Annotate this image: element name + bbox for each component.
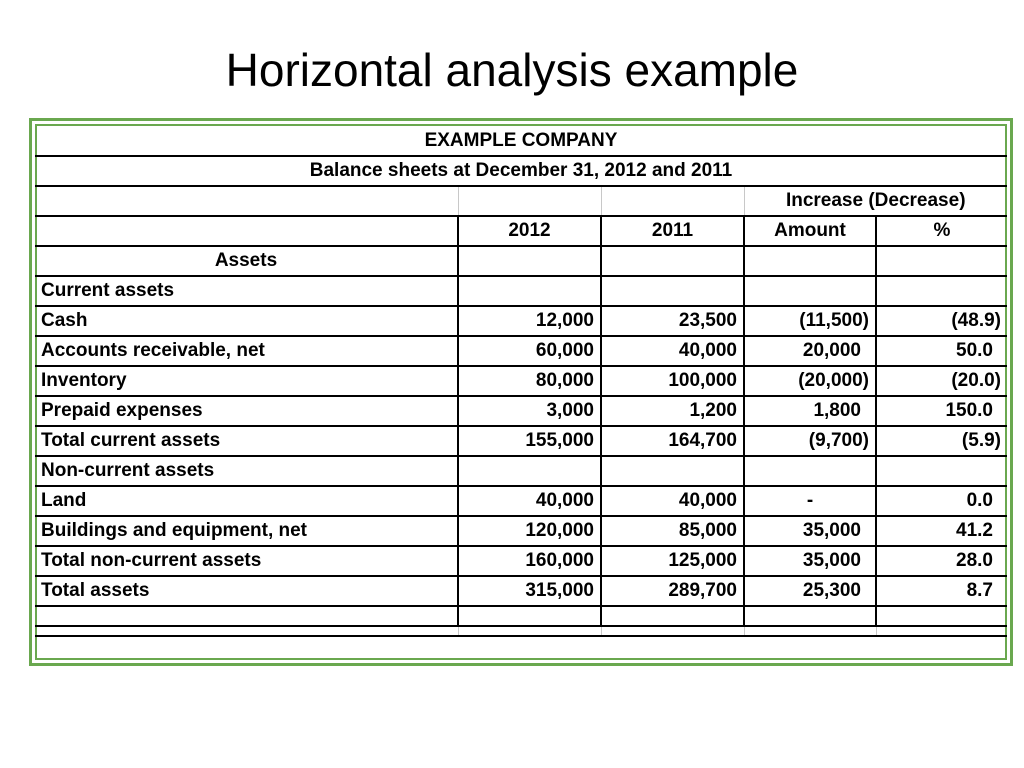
cell-2011: 125,000: [601, 546, 744, 576]
col-header-percent: %: [876, 216, 1007, 246]
empty-cell: [458, 276, 601, 306]
cell-amount: 1,800: [744, 396, 876, 426]
column-header-row: [35, 216, 1007, 246]
cell-2011: 1,200: [601, 396, 744, 426]
cell-2011: 40,000: [601, 336, 744, 366]
table-row-total: [35, 546, 1007, 576]
empty-cell: [744, 626, 876, 636]
cell-2011: 85,000: [601, 516, 744, 546]
cell-2012: 60,000: [458, 336, 601, 366]
cell-2012: 12,000: [458, 306, 601, 336]
cell-percent: (48.9): [876, 306, 1007, 336]
cell-amount: 25,300: [744, 576, 876, 606]
table-row: [35, 396, 1007, 426]
noncurrent-assets-heading: Non-current assets: [35, 456, 458, 486]
table-row: [35, 336, 1007, 366]
empty-cell: [601, 456, 744, 486]
cell-amount: (20,000): [744, 366, 876, 396]
empty-cell: [35, 216, 458, 246]
empty-row: [35, 606, 1007, 626]
cell-percent: 150.0: [876, 396, 1007, 426]
empty-cell: [601, 186, 744, 216]
cell-2011: 40,000: [601, 486, 744, 516]
change-header: Increase (Decrease): [744, 186, 1007, 216]
change-header-row: [35, 186, 1007, 216]
empty-cell: [876, 456, 1007, 486]
empty-cell: [744, 606, 876, 626]
cell-amount: 20,000: [744, 336, 876, 366]
empty-cell: [35, 606, 458, 626]
heading-row-noncurrent: [35, 456, 1007, 486]
table-row: [35, 516, 1007, 546]
row-label: Buildings and equipment, net: [35, 516, 458, 546]
empty-cell: [876, 276, 1007, 306]
table-row-total: [35, 426, 1007, 456]
row-label: Total current assets: [35, 426, 458, 456]
empty-cell: [35, 626, 458, 636]
cell-percent: 8.7: [876, 576, 1007, 606]
sheet-subtitle: Balance sheets at December 31, 2012 and 2011: [35, 156, 1007, 186]
empty-cell: [601, 246, 744, 276]
col-header-amount: Amount: [744, 216, 876, 246]
table-row: [35, 486, 1007, 516]
cell-2012: 155,000: [458, 426, 601, 456]
col-header-2012: 2012: [458, 216, 601, 246]
empty-cell: [601, 276, 744, 306]
cell-2012: 160,000: [458, 546, 601, 576]
company-row: [35, 126, 1007, 156]
company-name: EXAMPLE COMPANY: [35, 126, 1007, 156]
cell-2012: 3,000: [458, 396, 601, 426]
row-label: Cash: [35, 306, 458, 336]
row-label: Total non-current assets: [35, 546, 458, 576]
cell-amount: -: [744, 486, 876, 516]
cell-2012: 80,000: [458, 366, 601, 396]
cell-2012: 120,000: [458, 516, 601, 546]
section-row-assets: [35, 246, 1007, 276]
current-assets-heading: Current assets: [35, 276, 458, 306]
heading-row-current: [35, 276, 1007, 306]
row-label: Total assets: [35, 576, 458, 606]
empty-cell: [458, 606, 601, 626]
cell-2011: 164,700: [601, 426, 744, 456]
empty-cell: [458, 246, 601, 276]
empty-cell: [601, 606, 744, 626]
cell-2011: 23,500: [601, 306, 744, 336]
row-label: Inventory: [35, 366, 458, 396]
empty-cell: [601, 626, 744, 636]
empty-cell: [458, 626, 601, 636]
empty-cell: [876, 246, 1007, 276]
cell-amount: 35,000: [744, 546, 876, 576]
table-row: [35, 366, 1007, 396]
empty-row: [35, 626, 1007, 636]
empty-cell: [458, 186, 601, 216]
row-label: Accounts receivable, net: [35, 336, 458, 366]
cell-2012: 315,000: [458, 576, 601, 606]
cell-amount: 35,000: [744, 516, 876, 546]
cell-amount: (9,700): [744, 426, 876, 456]
cell-percent: 41.2: [876, 516, 1007, 546]
empty-cell: [35, 186, 458, 216]
empty-cell: [744, 276, 876, 306]
empty-cell: [458, 456, 601, 486]
empty-cell: [744, 456, 876, 486]
row-label: Prepaid expenses: [35, 396, 458, 426]
empty-cell: [744, 246, 876, 276]
cell-2011: 289,700: [601, 576, 744, 606]
empty-cell: [876, 606, 1007, 626]
col-header-2011: 2011: [601, 216, 744, 246]
subtitle-row: [35, 156, 1007, 186]
cell-percent: 50.0: [876, 336, 1007, 366]
table-row: [35, 306, 1007, 336]
empty-cell: [876, 626, 1007, 636]
section-assets-label: Assets: [35, 246, 458, 276]
row-label: Land: [35, 486, 458, 516]
cell-percent: (5.9): [876, 426, 1007, 456]
balance-sheet-table: [35, 126, 1007, 637]
cell-2011: 100,000: [601, 366, 744, 396]
cell-percent: 28.0: [876, 546, 1007, 576]
cell-percent: (20.0): [876, 366, 1007, 396]
cell-2012: 40,000: [458, 486, 601, 516]
table-row-grand-total: [35, 576, 1007, 606]
cell-percent: 0.0: [876, 486, 1007, 516]
slide-title: Horizontal analysis example: [225, 44, 799, 96]
cell-amount: (11,500): [744, 306, 876, 336]
